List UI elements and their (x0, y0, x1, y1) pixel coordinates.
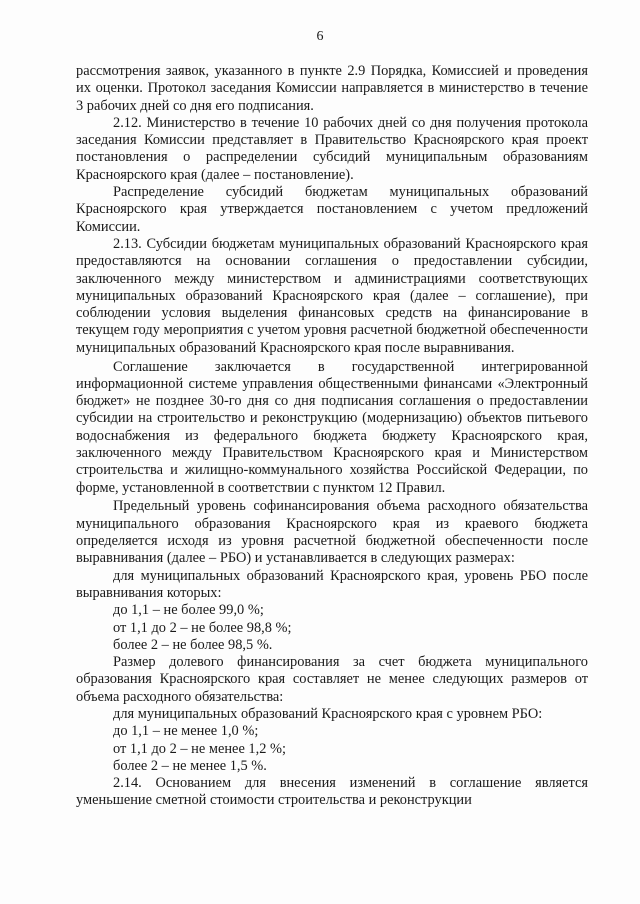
paragraph-2-14: 2.14. Основанием для внесения изменений в соглашение является уменьшение сметной стоимости строительства и реконструкции (76, 775, 588, 809)
paragraph-agreement: Соглашение заключается в государственной интегрированной информационной системе управления общественными финансами «Электронный бюджет» не позднее 30-го дня со дня подписания соглашения о предоставлении субсидии на строительство и реконструкцию (модернизацию) объектов питьевого водоснабжения из федерального бюджета бюджету Красноярского края, заключенного между Правительством Красноярского края и Министерством строительства и жилищно-коммунального хозяйства Российской Федерации, по форме, установленной в соответствии с пунктом 12 Правил. (76, 358, 588, 496)
list-item-rbo-3: более 2 – не более 98,5 %. (113, 636, 273, 653)
list-item-share-2: от 1,1 до 2 – не менее 1,2 %; (113, 740, 287, 757)
paragraph-rbo-levels: для муниципальных образований Красноярского края с уровнем РБО: (113, 705, 543, 722)
paragraph-continuation: рассмотрения заявок, указанного в пункте 2.9 Порядка, Комиссией и проведения их оценки. Протокол заседания Комиссии направляется в министерство в течение 3 рабочих дней со дня его подписания. (76, 63, 588, 114)
list-item-rbo-1: до 1,1 – не более 99,0 %; (113, 602, 264, 619)
page-number: 6 (316, 29, 324, 44)
paragraph-cofinancing-limit: Предельный уровень софинансирования объема расходного обязательства муниципального образования Красноярского края из краевого бюджета определяется исходя из уровня расчетной бюджетной обеспеченности после выравнивания (далее – РБО) и устанавливается в следующих размерах: (76, 498, 588, 567)
list-item-rbo-2: от 1,1 до 2 – не более 98,8 %; (113, 619, 292, 636)
list-item-share-1: до 1,1 – не менее 1,0 %; (113, 723, 259, 740)
list-item-share-3: более 2 – не менее 1,5 %. (113, 757, 267, 774)
paragraph-share-financing: Размер долевого финансирования за счет бюджета муниципального образования Красноярского края составляет не менее следующих размеров от объема расходного обязательства: (76, 654, 588, 705)
paragraph-2-13: 2.13. Субсидии бюджетам муниципальных образований Красноярского края предоставляются на основании соглашения о предоставлении субсидии, заключенного между министерством и администрациями соответствующих муниципальных образований Красноярского края (далее – соглашение), при соблюдении условия выделения финансовых средств на финансирование в текущем году мероприятия с учетом уровня расчетной бюджетной обеспеченности муниципальных образований Красноярского края после выравнивания. (76, 235, 588, 356)
paragraph-rbo-intro: для муниципальных образований Красноярского края, уровень РБО после выравнивания которых: (76, 567, 588, 601)
paragraph-2-12: 2.12. Министерство в течение 10 рабочих дней со дня получения протокола заседания Комиссии представляет в Правительство Красноярского края проект постановления о распределении субсидий муниципальным образованиям Красноярского края (далее – постановление). (76, 114, 588, 183)
document-body (76, 63, 588, 810)
paragraph-distribution: Распределение субсидий бюджетам муниципальных образований Красноярского края утверждается постановлением с учетом предложений Комиссии. (76, 184, 588, 235)
